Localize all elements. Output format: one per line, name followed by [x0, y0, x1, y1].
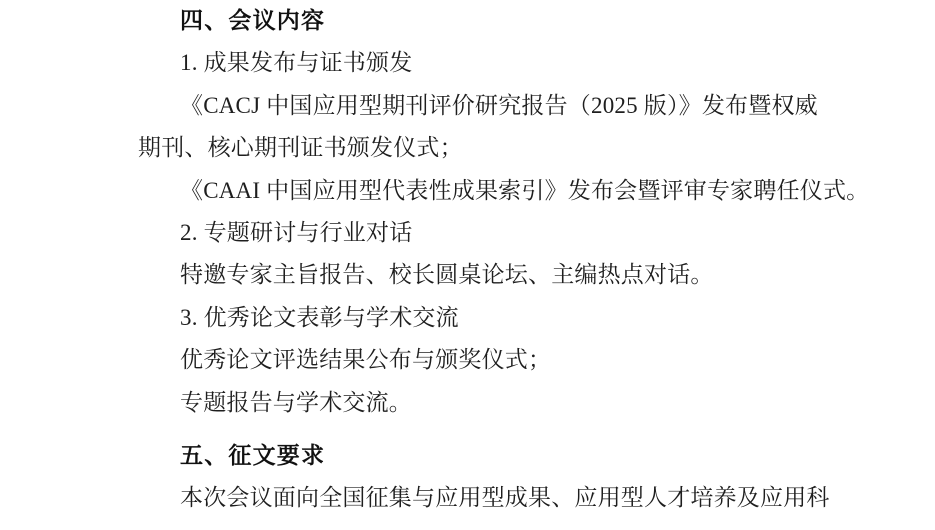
paragraph-line: 《CAAI 中国应用型代表性成果索引》发布会暨评审专家聘任仪式。 — [180, 177, 870, 203]
paragraph-line: 专题报告与学术交流。 — [180, 389, 412, 415]
paragraph-line: 优秀论文评选结果公布与颁奖仪式； — [180, 347, 552, 373]
paragraph-line: 3. 优秀论文表彰与学术交流 — [180, 304, 459, 330]
paragraph-line: 1. 成果发布与证书颁发 — [180, 50, 413, 76]
paragraph-line: 特邀专家主旨报告、校长圆桌论坛、主编热点对话。 — [180, 262, 714, 288]
section-heading: 四、会议内容 — [180, 8, 326, 33]
paragraph-line: 本次会议面向全国征集与应用型成果、应用型人才培养及应用科 — [180, 485, 830, 511]
paragraph-line: 《CACJ 中国应用型期刊评价研究报告（2025 版）》发布暨权威 — [180, 92, 818, 118]
section-heading: 五、征文要求 — [180, 442, 326, 468]
paragraph-line: 期刊、核心期刊证书颁发仪式； — [138, 135, 463, 161]
paragraph-line: 2. 专题研讨与行业对话 — [180, 219, 413, 245]
